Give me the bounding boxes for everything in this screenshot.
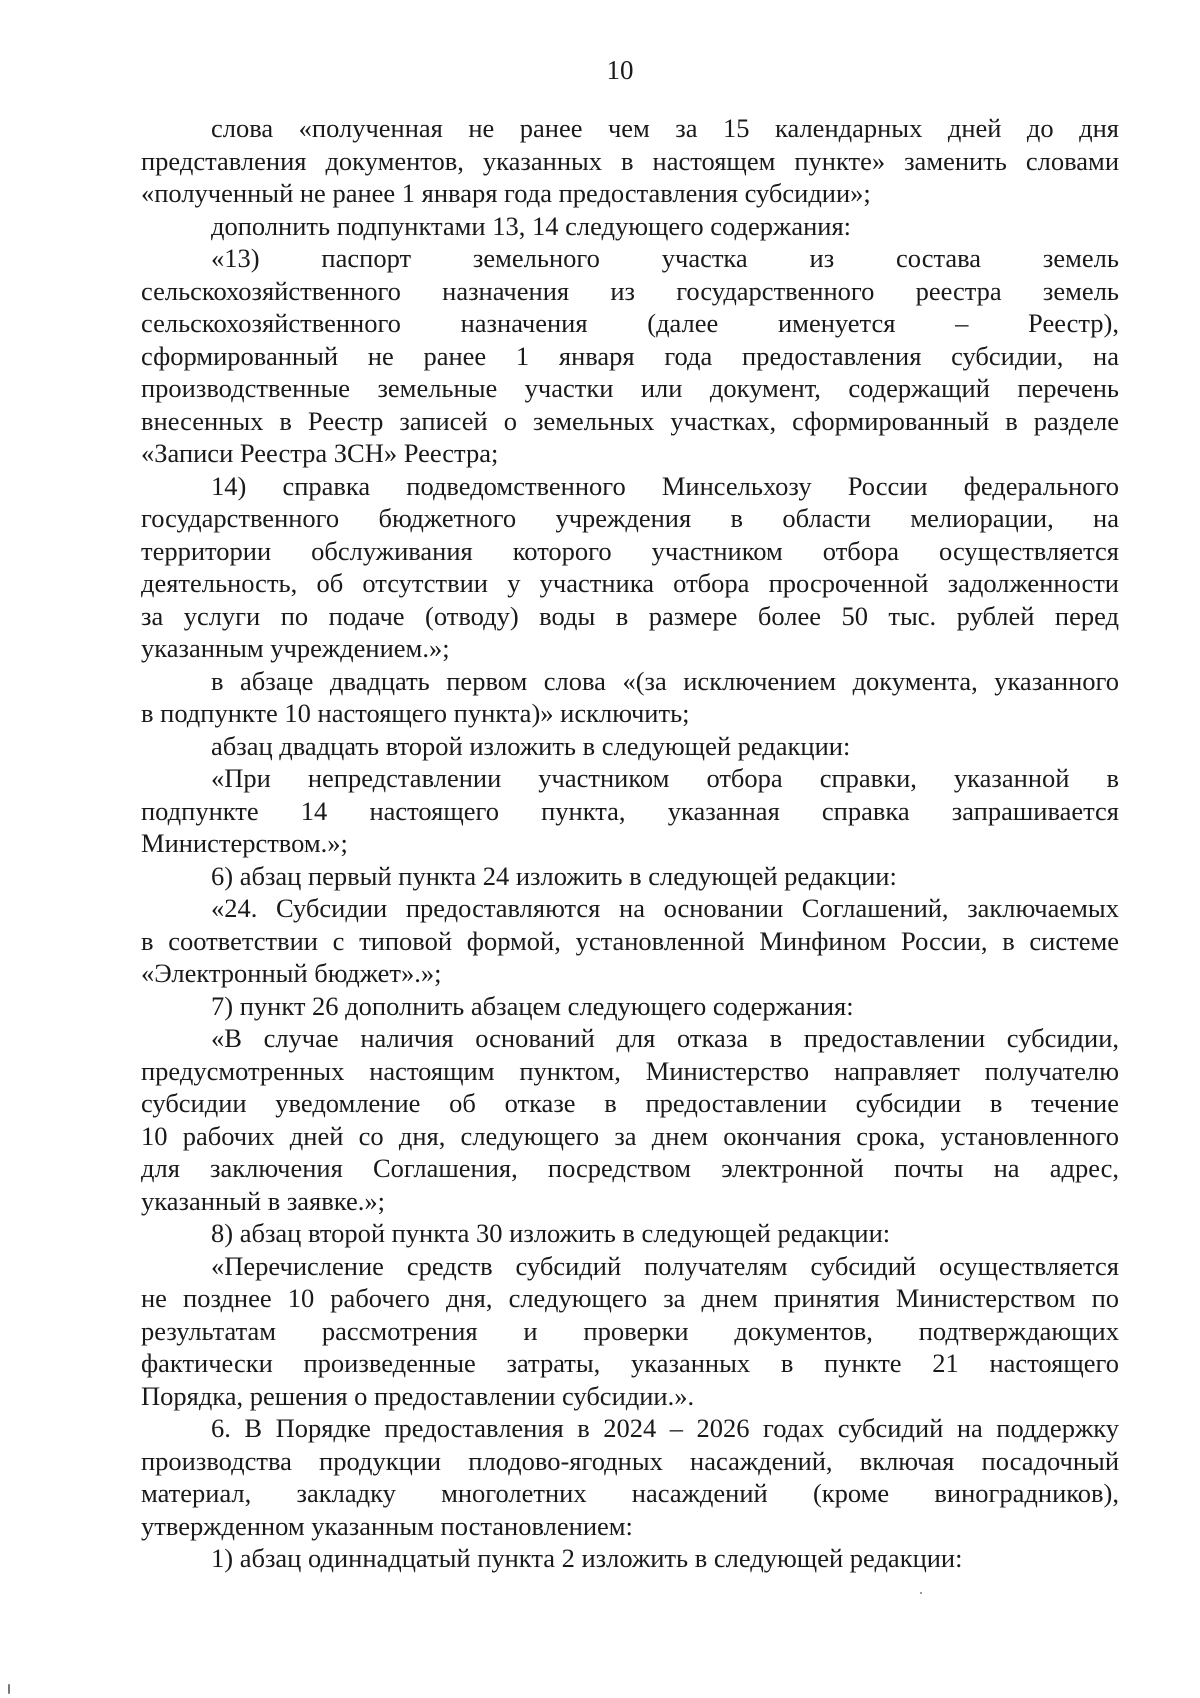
text-line: территории обслуживания которого участником отбора осуществляется [141,535,1119,566]
text-line: 14) справка подведомственного Минсельхозу России федерального [211,470,1119,501]
text-line: 1) абзац одиннадцатый пункта 2 изложить в следующей редакции: [211,1543,963,1573]
text-line: «13) паспорт земельного участка из состава земель [211,243,1119,273]
text-line: 8) абзац второй пункта 30 изложить в следующей редакции: [211,1218,891,1248]
text-line: утвержденном указанным постановлением: [141,1510,633,1541]
text-line: в абзаце двадцать первом слова «(за исключением документа, указанного [211,665,1119,696]
scan-speck [8,1684,10,1694]
text-line: внесенных в Реестр записей о земельных участках, сформированный в разделе [141,405,1119,436]
text-line: указанным учреждением.»; [141,633,450,663]
text-line: «В случае наличия оснований для отказа в предоставлении субсидии, [211,1023,1119,1053]
text-line: абзац двадцать второй изложить в следующей редакции: [211,730,851,761]
text-line: сельскохозяйственного назначения (далее именуется – Реестр), [141,308,1119,338]
text-line: не позднее 10 рабочего дня, следующего за днем принятия Министерством по [141,1283,1119,1313]
text-line: фактически произведенные затраты, указанных в пункте 21 настоящего [141,1348,1119,1378]
text-line: «24. Субсидии предоставляются на основании Соглашений, заключаемых [211,893,1119,923]
scan-speck [920,1592,922,1594]
text-line: «Записи Реестра ЗСН» Реестра; [141,438,499,468]
text-line: производства продукции плодово-ягодных насаждений, включая посадочный [141,1445,1119,1476]
text-line: 7) пункт 26 дополнить абзацем следующего содержания: [211,990,854,1021]
text-line: указанный в заявке.»; [141,1185,385,1216]
text-line: для заключения Соглашения, посредством электронной почты на адрес, [141,1153,1119,1183]
text-line: представления документов, указанных в настоящем пункте» заменить словами [141,145,1119,176]
text-line: «Электронный бюджет».»; [141,958,442,988]
text-line: деятельность, об отсутствии у участника отбора просроченной задолженности [141,568,1119,598]
text-line: сельскохозяйственного назначения из государственного реестра земель [141,275,1119,306]
text-line: предусмотренных настоящим пунктом, Министерство направляет получателю [141,1055,1119,1086]
text-line: в подпункте 10 настоящего пункта)» исключить; [141,698,690,728]
document-body [141,112,1119,1575]
text-line: «Перечисление средств субсидий получателям субсидий осуществляется [211,1250,1119,1281]
text-line: «При непредставлении участником отбора справки, указанной в [211,763,1119,793]
text-line: производственные земельные участки или документ, содержащий перечень [141,373,1119,403]
page-number: 10 [606,55,634,85]
text-line: 6) абзац первый пункта 24 изложить в следующей редакции: [211,860,897,891]
text-line: слова «полученная не ранее чем за 15 календарных дней до дня [211,113,1119,143]
text-line: результатам рассмотрения и проверки документов, подтверждающих [141,1315,1119,1346]
text-line: Министерством.»; [141,828,348,858]
text-line: дополнить подпунктами 13, 14 следующего содержания: [211,210,852,241]
text-line: подпункте 14 настоящего пункта, указанная справка запрашивается [141,795,1119,826]
text-line: материал, закладку многолетних насаждений (кроме виноградников), [141,1478,1119,1508]
text-line: за услуги по подаче (отводу) воды в размере более 50 тыс. рублей перед [141,600,1119,631]
text-line: 10 рабочих дней со дня, следующего за днем окончания срока, установленного [141,1120,1119,1151]
text-line: субсидии уведомление об отказе в предоставлении субсидии в течение [141,1088,1119,1118]
text-line: государственного бюджетного учреждения в области мелиорации, на [141,503,1119,533]
text-line: в соответствии с типовой формой, установленной Минфином России, в системе [141,925,1119,956]
text-line: 6. В Порядке предоставления в 2024 – 2026 годах субсидий на поддержку [211,1413,1119,1443]
text-line: «полученный не ранее 1 января года предоставления субсидии»; [141,178,871,208]
text-line: Порядка, решения о предоставлении субсидии.». [141,1380,695,1411]
text-line: сформированный не ранее 1 января года предоставления субсидии, на [141,340,1119,371]
